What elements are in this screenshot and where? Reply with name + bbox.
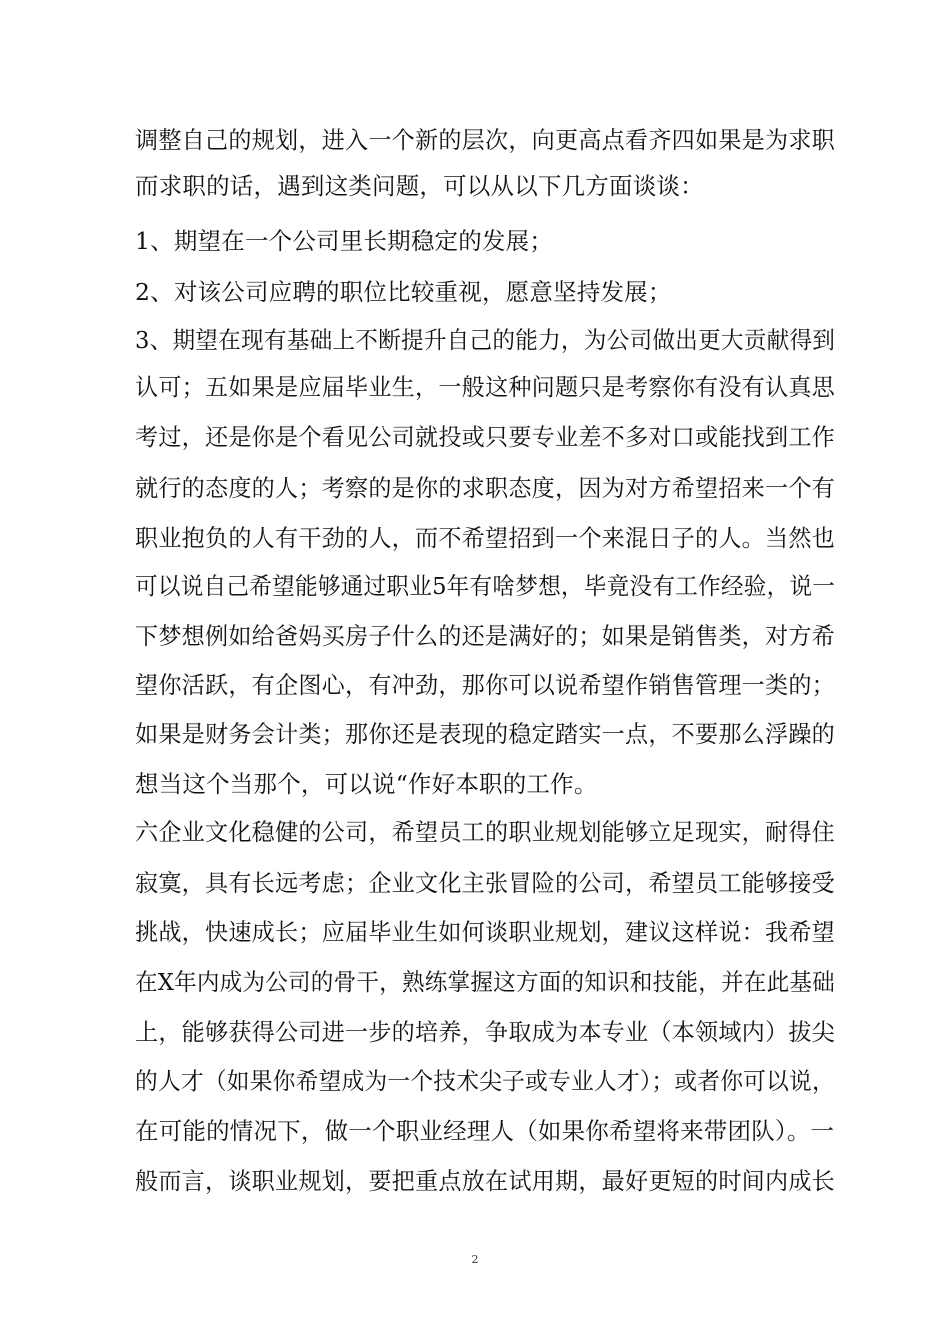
text-line: 认可；五如果是应届毕业生，一般这种问题只是考察你有没有认真思 xyxy=(135,373,835,401)
text-line: 挑战，快速成长；应届毕业生如何谈职业规划，建议这样说：我希望 xyxy=(135,918,835,946)
text-line: 2、对该公司应聘的职位比较重视，愿意坚持发展； xyxy=(135,278,672,306)
text-line: 望你活跃，有企图心，有冲劲，那你可以说希望作销售管理一类的； xyxy=(135,671,835,699)
text-line: 想当这个当那个，可以说“作好本职的工作。 xyxy=(135,770,598,798)
text-line: 可以说自己希望能够通过职业5年有啥梦想，毕竟没有工作经验，说一 xyxy=(135,572,836,600)
text-line: 六企业文化稳健的公司，希望员工的职业规划能够立足现实，耐得住 xyxy=(135,818,835,846)
text-line: 寂寞，具有长远考虑；企业文化主张冒险的公司，希望员工能够接受 xyxy=(135,869,835,897)
text-line: 调整自己的规划，进入一个新的层次，向更高点看齐四如果是为求职 xyxy=(135,126,835,154)
text-line: 1、期望在一个公司里长期稳定的发展； xyxy=(135,227,554,255)
text-line: 3、期望在现有基础上不断提升自己的能力，为公司做出更大贡献得到 xyxy=(135,326,836,354)
text-line: 如果是财务会计类；那你还是表现的稳定踏实一点，不要那么浮躁的 xyxy=(135,720,835,748)
text-line: 的人才（如果你希望成为一个技术尖子或专业人才）；或者你可以说， xyxy=(135,1067,835,1095)
text-line: 就行的态度的人；考察的是你的求职态度，因为对方希望招来一个有 xyxy=(135,474,835,502)
text-line: 般而言，谈职业规划，要把重点放在试用期，最好更短的时间内成长 xyxy=(135,1167,835,1195)
text-line: 上，能够获得公司进一步的培养，争取成为本专业（本领域内）拔尖 xyxy=(135,1018,835,1046)
text-line: 而求职的话，遇到这类问题，可以从以下几方面谈谈： xyxy=(135,172,704,200)
text-line: 在X年内成为公司的骨干，熟练掌握这方面的知识和技能，并在此基础 xyxy=(135,968,835,996)
page-number: 2 xyxy=(471,1253,479,1266)
text-line: 下梦想例如给爸妈买房子什么的还是满好的；如果是销售类，对方希 xyxy=(135,622,835,650)
text-line: 在可能的情况下，做一个职业经理人（如果你希望将来带团队）。一 xyxy=(135,1117,835,1145)
text-line: 职业抱负的人有干劲的人，而不希望招到一个来混日子的人。当然也 xyxy=(135,524,835,552)
text-line: 考过，还是你是个看见公司就投或只要专业差不多对口或能找到工作 xyxy=(135,423,835,451)
